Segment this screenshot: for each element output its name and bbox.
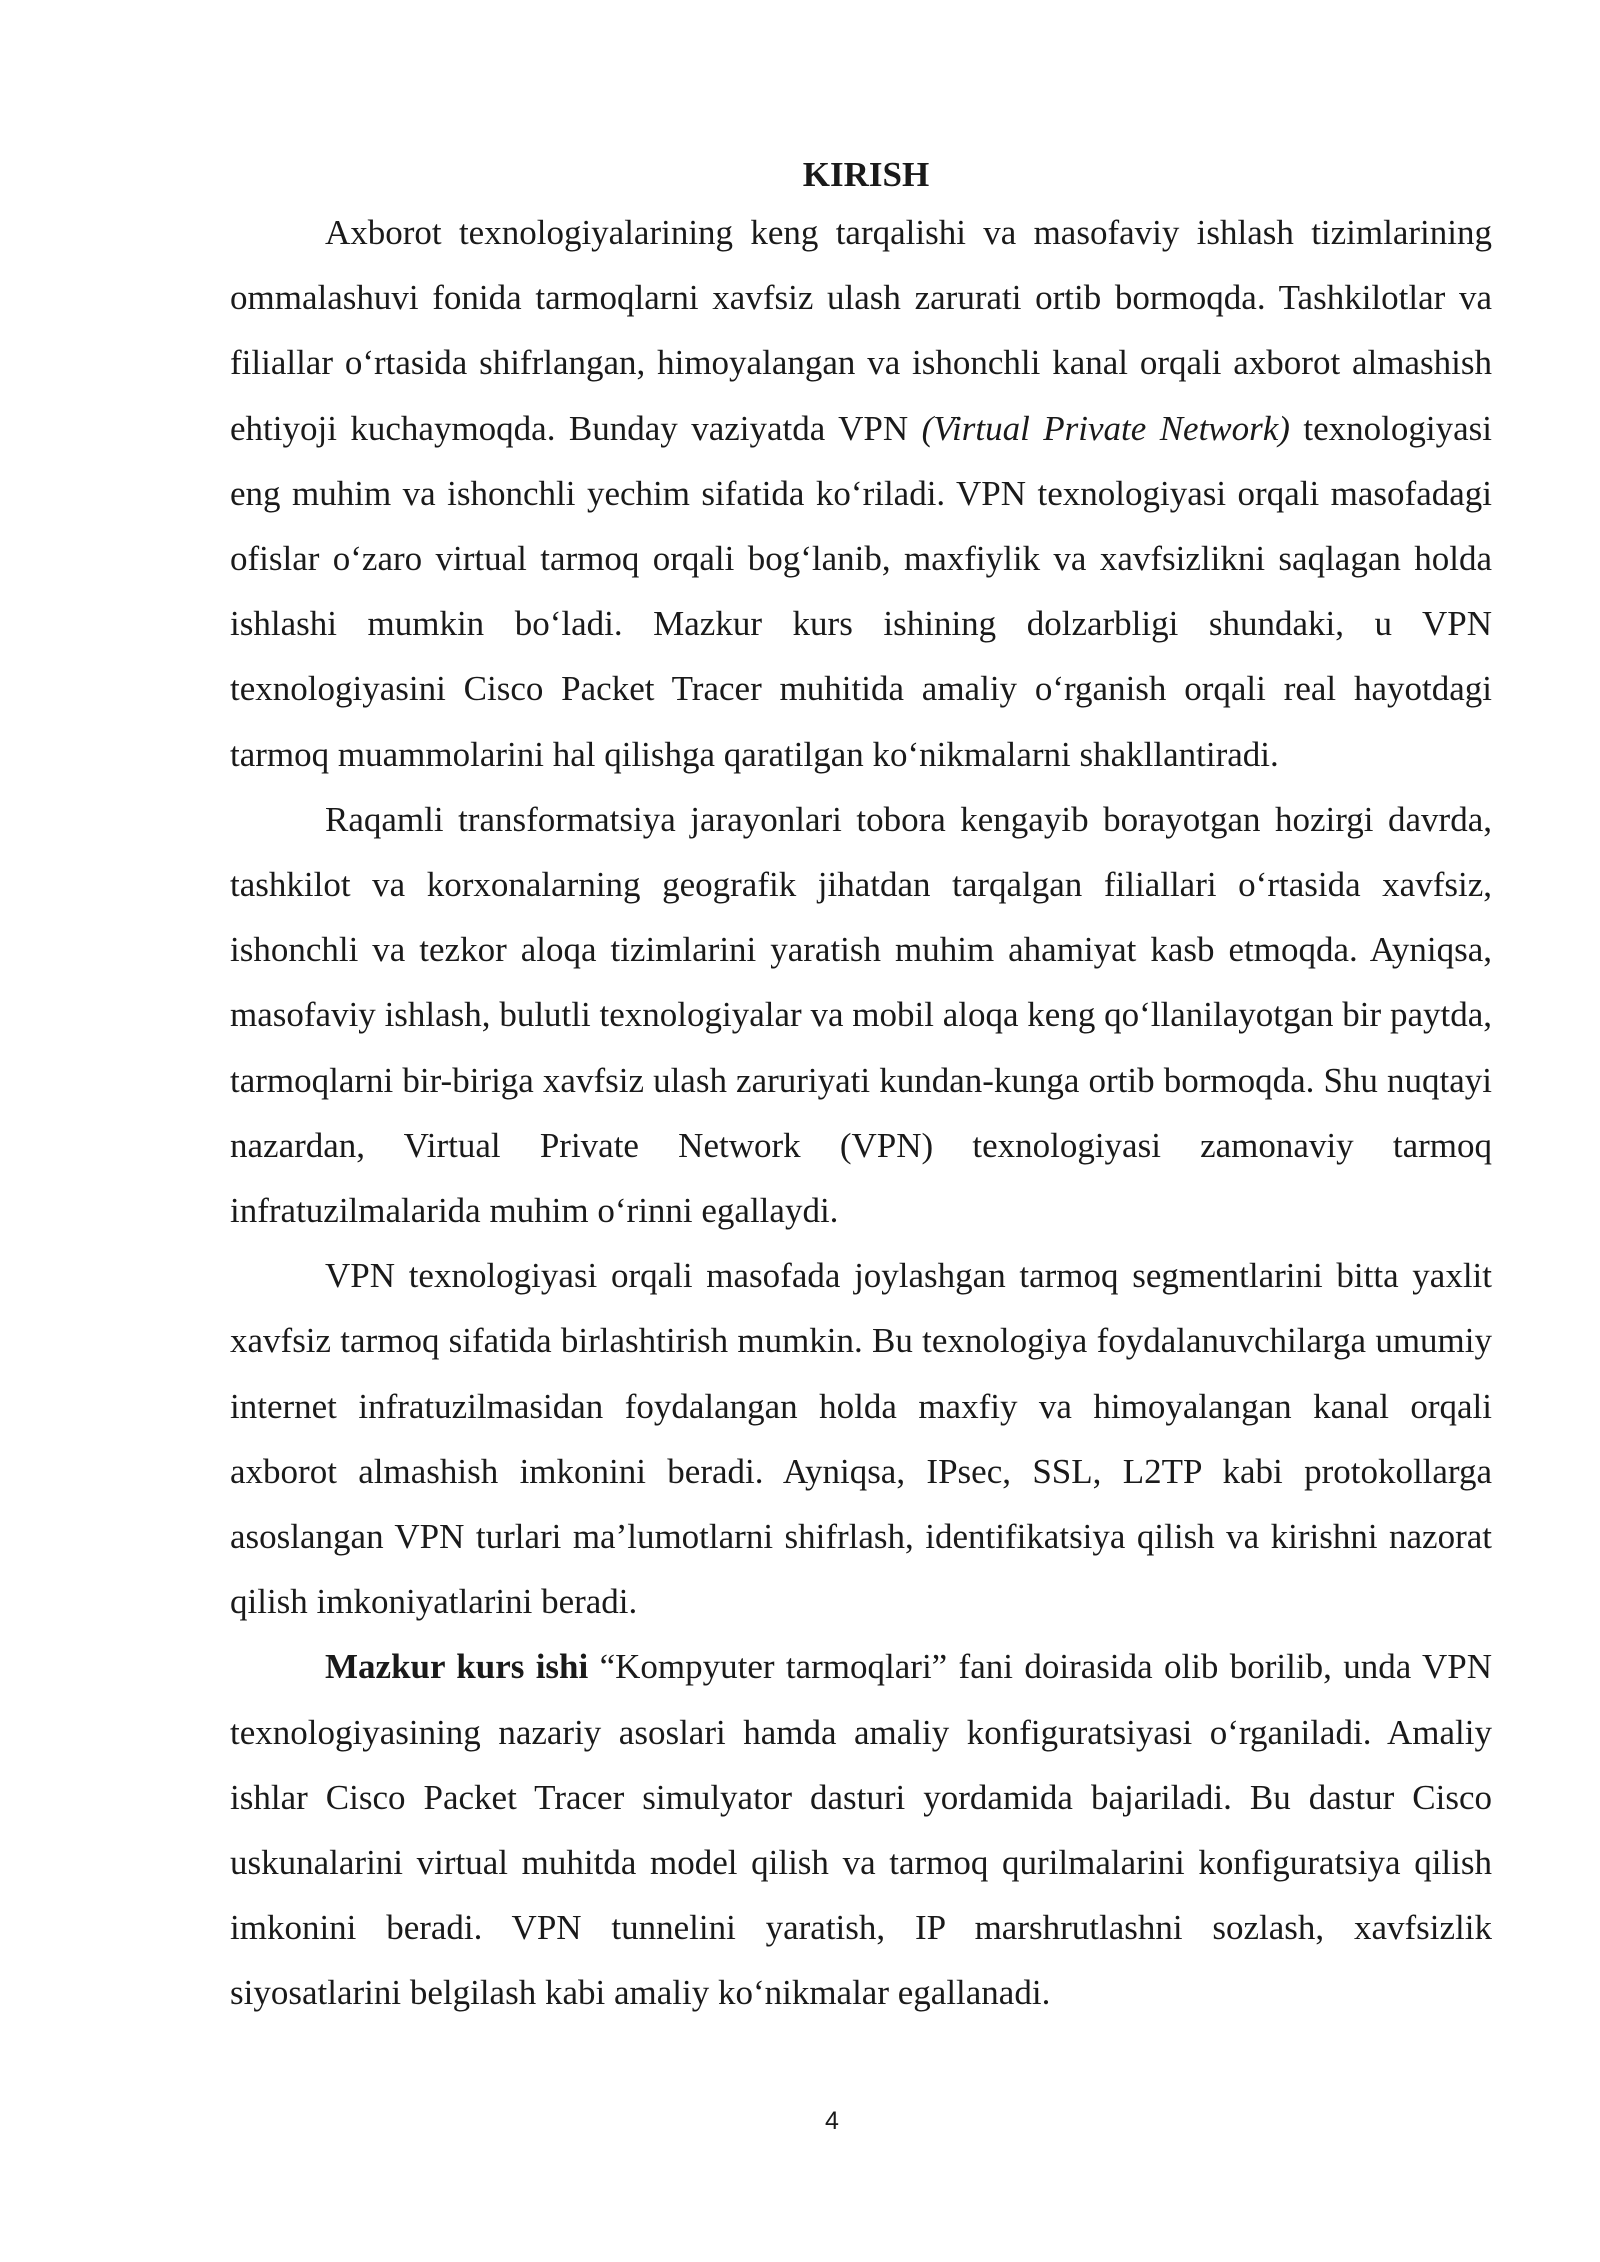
page-number: 4	[825, 2107, 839, 2135]
page-title: KIRISH	[802, 155, 930, 194]
paragraph-2: Raqamli transformatsiya jarayonlari tobora kengayib borayotgan hozirgi davrda, tashkilot va korxonalarning geografik jihatdan tarqalgan filiallari o‘rtasida xavfsiz, ishonchli va tezkor aloqa tizimlarini yaratish muhim ahamiyat kasb etmoqda. Ayniqsa, masofaviy ishlash, bulutli texnologiyalar va mobil aloqa keng qo‘llanilayotgan bir paytda, tarmoqlarni bir-biriga xavfsiz ulash zaruriyati kundan-kunga ortib bormoqda. Shu nuqtayi nazardan, Virtual Private Network (VPN) texnologiyasi zamonaviy tarmoq infratuzilmalarida muhim o‘rinni egallaydi.	[230, 799, 1492, 1231]
paragraph-1	[230, 200, 1492, 787]
paragraph-4	[230, 1634, 1492, 2025]
document-page	[230, 150, 1492, 2026]
paragraph-3: VPN texnologiyasi orqali masofada joylashgan tarmoq segmentlarini bitta yaxlit xavfsiz tarmoq sifatida birlashtirish mumkin. Bu texnologiya foydalanuvchilarga umumiy internet infratuzilmasidan foydalangan holda maxfiy va himoyalangan kanal orqali axborot almashish imkonini beradi. Ayniqsa, IPsec, SSL, L2TP kabi protokollarga asoslangan VPN turlari ma’lumotlarni shifrlash, identifikatsiya qilish va kirishni nazorat qilish imkoniyatlarini beradi.	[230, 1256, 1492, 1622]
paragraph-1-intro: Axborot texnologiyalarining keng tarqalishi va masofaviy ishlash tizimlarining ommalashuvi fonida tarmoqlarni xavfsiz ulash zarurati ortib bormoqda. Tashkilotlar va filiallar o‘rtasida shifrlangan, himoyalangan va ishonchli kanal orqali axborot almashish ehtiyoji kuchaymoqda. Bunday vaziyatda VPN	[230, 213, 1492, 448]
paragraph-1-rest: texnologiyasi eng muhim va ishonchli yechim sifatida ko‘riladi. VPN texnologiyasi orqali masofadagi ofislar o‘zaro virtual tarmoq orqali bog‘lanib, maxfiylik va xavfsizlikni saqlagan holda ishlashi mumkin bo‘ladi. Mazkur kurs ishining dolzarbligi shundaki, u VPN texnologiyasini Cisco Packet Tracer muhitida amaliy o‘rganish orqali real hayotdagi tarmoq muammolarini hal qilishga qaratilgan ko‘nikmalarni shakllantiradi.	[230, 408, 1492, 774]
paragraph-1-italic: (Virtual Private Network)	[921, 408, 1290, 448]
paragraph-4-bold: Mazkur kurs ishi	[325, 1647, 589, 1687]
paragraph-4-rest: “Kompyuter tarmoqlari” fani doirasida olib borilib, unda VPN texnologiyasining nazariy asoslari hamda amaliy konfiguratsiyasi o‘rganiladi. Amaliy ishlar Cisco Packet Tracer simulyator dasturi yordamida bajariladi. Bu dastur Cisco uskunalarini virtual muhitda model qilish va tarmoq qurilmalarini konfiguratsiya qilish imkonini beradi. VPN tunnelini yaratish, IP marshrutlashni sozlash, xavfsizlik siyosatlarini belgilash kabi amaliy ko‘nikmalar egallanadi.	[230, 1647, 1492, 2013]
